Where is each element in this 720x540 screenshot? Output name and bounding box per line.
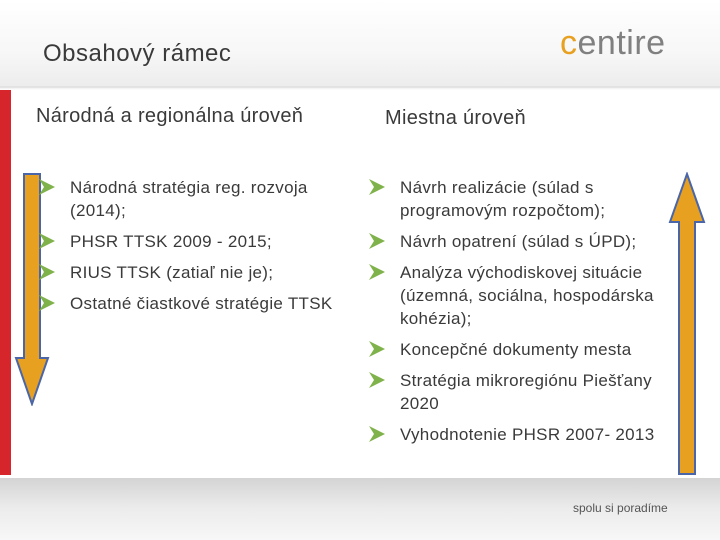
list-item-text: Národná stratégia reg. rozvoja (2014); bbox=[70, 178, 308, 220]
list-item bbox=[368, 369, 678, 415]
arrowhead-bullet-icon bbox=[38, 262, 56, 282]
footer-tagline: spolu si poradíme bbox=[573, 501, 668, 515]
left-list bbox=[38, 176, 338, 323]
logo-text: entire bbox=[577, 24, 666, 62]
list-item-text: Analýza východiskovej situácie (územná, sociálna, hospodárska kohézia); bbox=[400, 263, 654, 328]
list-item bbox=[38, 261, 338, 284]
arrowhead-bullet-icon bbox=[368, 262, 386, 282]
arrowhead-bullet-icon bbox=[368, 177, 386, 197]
arrowhead-bullet-icon bbox=[368, 370, 386, 390]
centire-logo bbox=[560, 24, 666, 63]
list-item-text: RIUS TTSK (zatiaľ nie je); bbox=[70, 263, 274, 282]
title-band-shadow bbox=[0, 86, 720, 90]
list-item bbox=[368, 261, 678, 330]
list-item bbox=[368, 338, 678, 361]
list-item bbox=[38, 176, 338, 222]
logo-letter-c: c bbox=[560, 24, 578, 62]
right-list bbox=[368, 176, 678, 454]
list-item bbox=[368, 423, 678, 446]
list-item-text: Vyhodnotenie PHSR 2007- 2013 bbox=[400, 425, 655, 444]
list-item-text: Koncepčné dokumenty mesta bbox=[400, 340, 632, 359]
page-title: Obsahový rámec bbox=[43, 40, 232, 67]
list-item bbox=[368, 176, 678, 222]
list-item-text: Ostatné čiastkové stratégie TTSK bbox=[70, 294, 333, 313]
list-item bbox=[368, 230, 678, 253]
arrowhead-bullet-icon bbox=[368, 424, 386, 444]
list-item-text: Návrh opatrení (súlad s ÚPD); bbox=[400, 232, 637, 251]
list-item bbox=[38, 292, 338, 315]
arrowhead-bullet-icon bbox=[368, 339, 386, 359]
accent-bar bbox=[0, 90, 11, 475]
list-item bbox=[38, 230, 338, 253]
arrowhead-bullet-icon bbox=[38, 293, 56, 313]
list-item-text: Návrh realizácie (súlad s programovým rozpočtom); bbox=[400, 178, 606, 220]
right-column-heading: Miestna úroveň bbox=[385, 107, 526, 129]
arrowhead-bullet-icon bbox=[38, 231, 56, 251]
arrowhead-bullet-icon bbox=[368, 231, 386, 251]
list-item-text: Stratégia mikroregiónu Piešťany 2020 bbox=[400, 371, 652, 413]
arrowhead-bullet-icon bbox=[38, 177, 56, 197]
left-column-heading: Národná a regionálna úroveň bbox=[36, 105, 304, 127]
list-item-text: PHSR TTSK 2009 - 2015; bbox=[70, 232, 272, 251]
